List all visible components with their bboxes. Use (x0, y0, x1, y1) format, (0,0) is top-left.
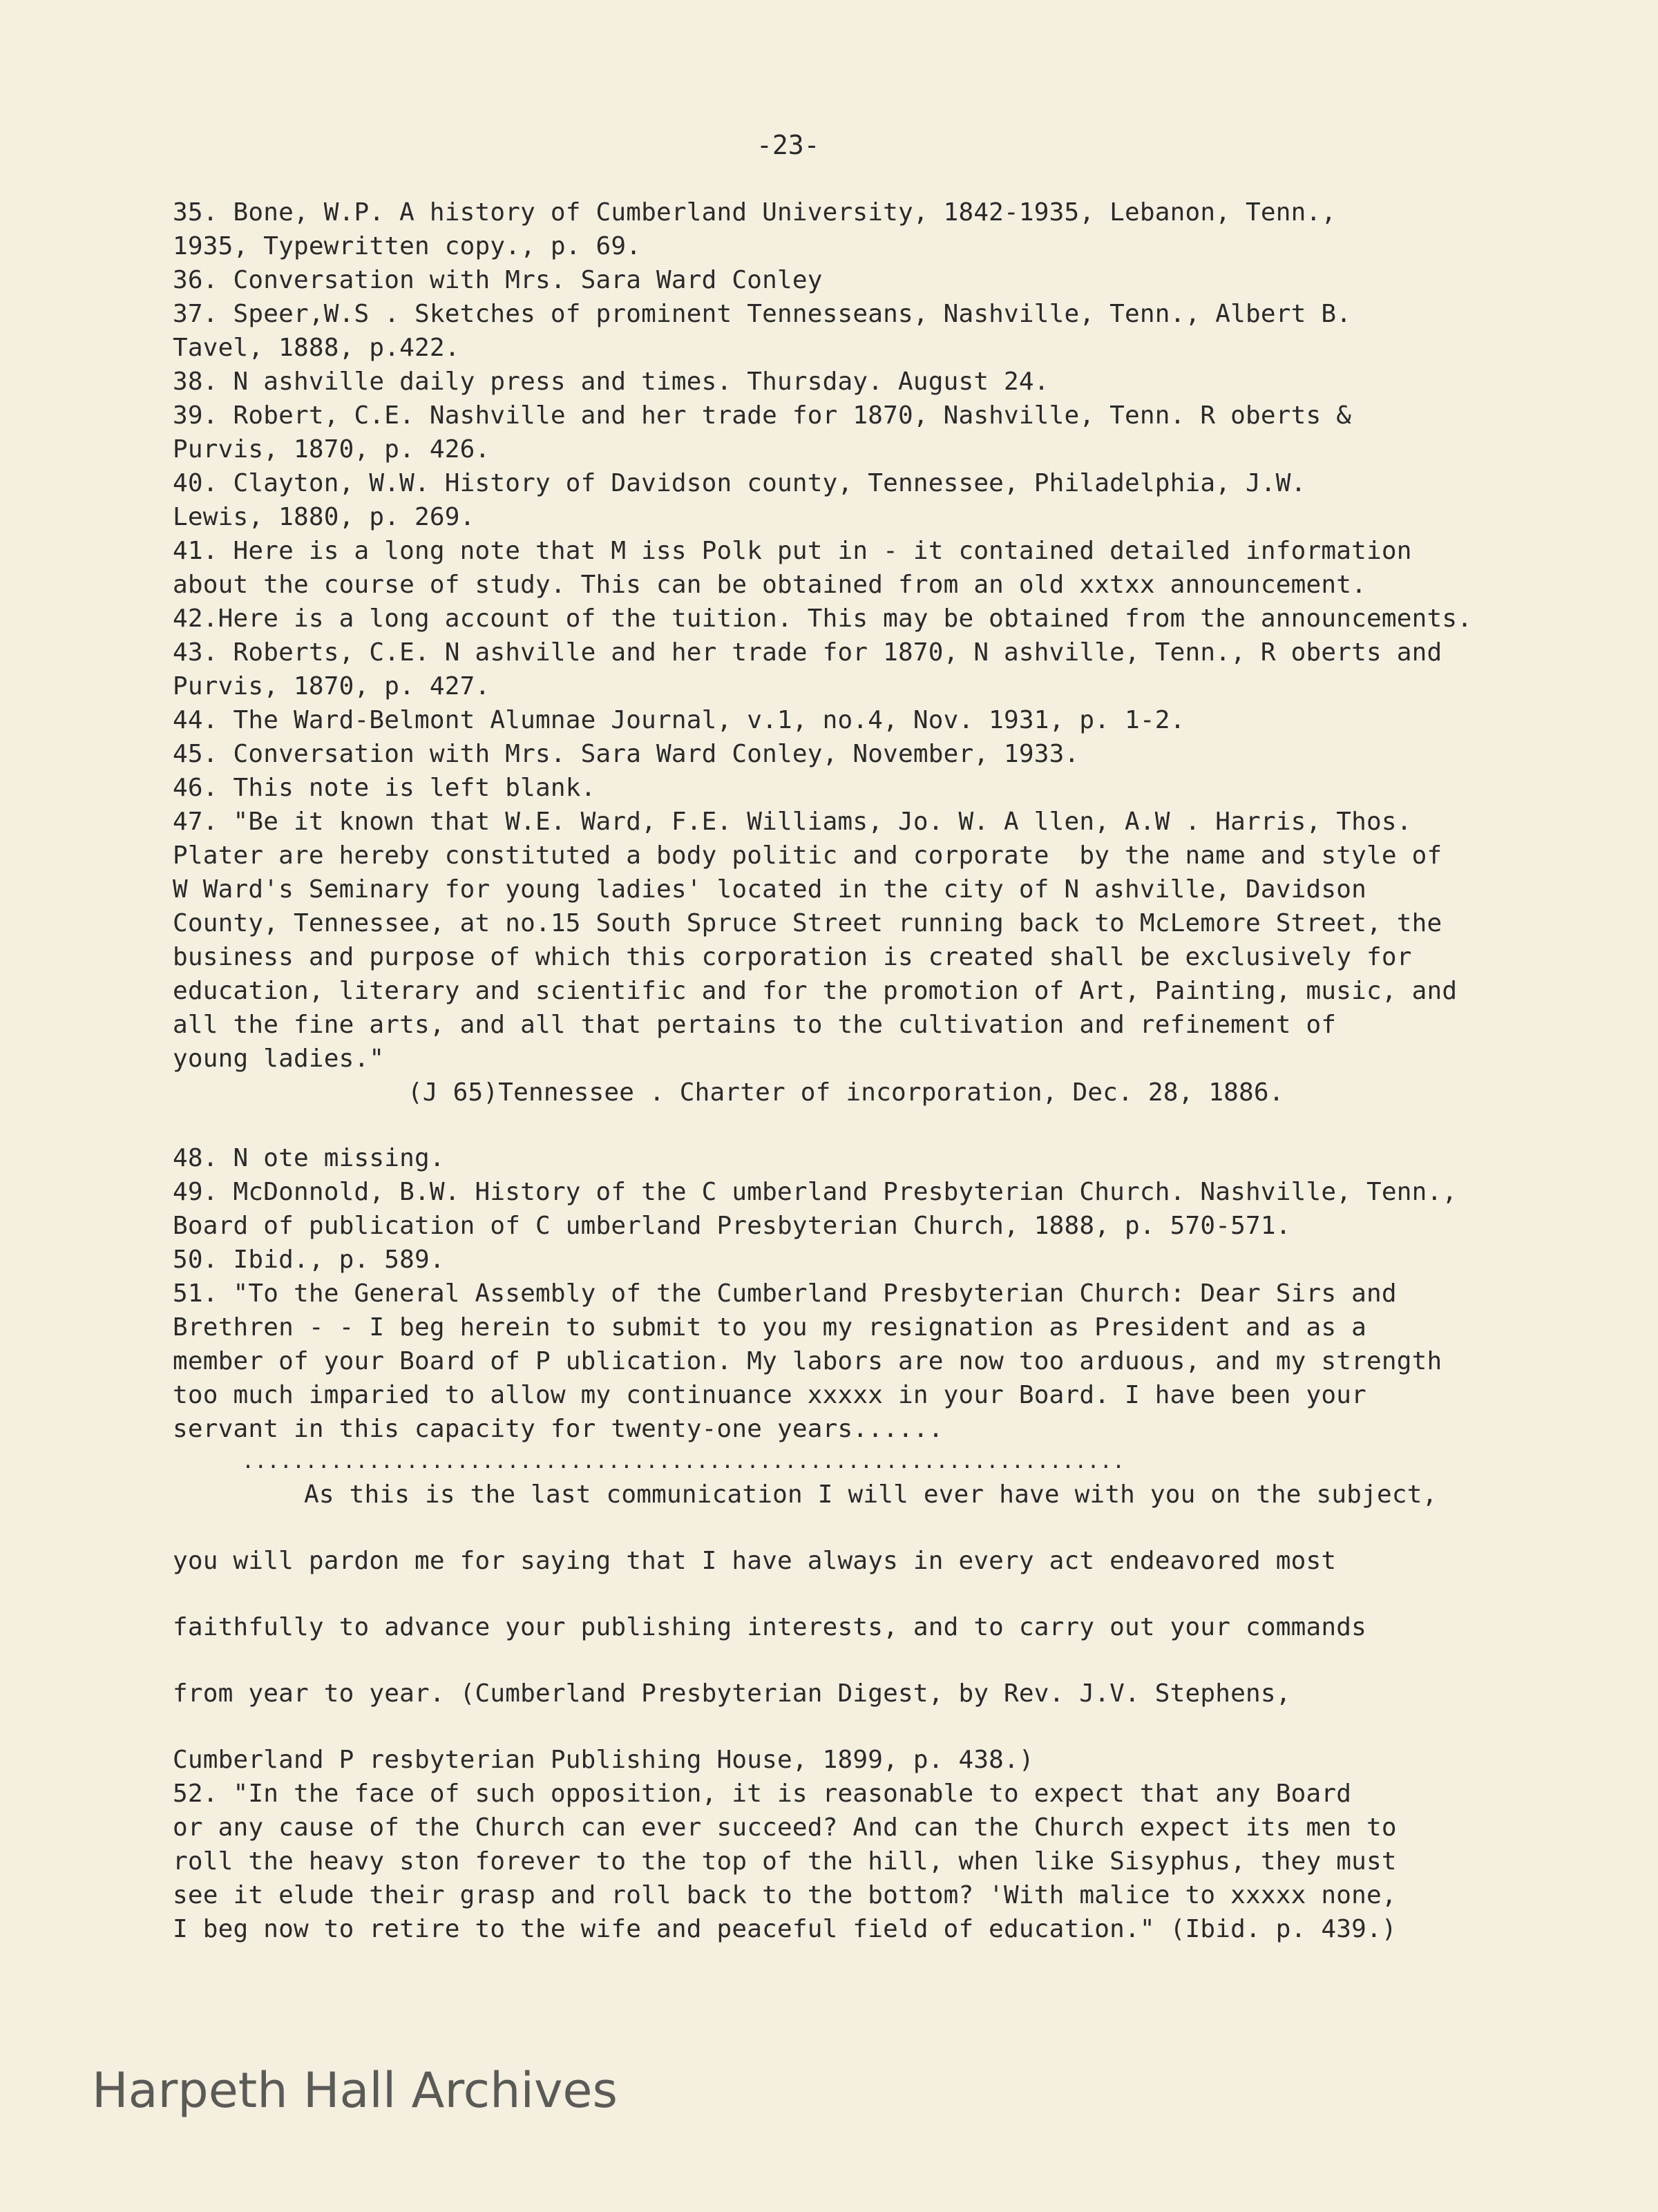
text-line: 46. This note is left blank. (173, 774, 596, 802)
text-line: or any cause of the Church can ever succeed? And can the Church expect its men to (173, 1813, 1397, 1842)
text-line: 1935, Typewritten copy., p. 69. (173, 232, 642, 260)
charter-citation: (J 65)Tennessee . Charter of incorporation, Dec. 28, 1886. (408, 1078, 1284, 1107)
text-line: 36. Conversation with Mrs. Sara Ward Conley (173, 266, 823, 294)
page-number: -23- (756, 130, 820, 160)
text-line: Plater are hereby constituted a body politic and corporate by the name and style of (173, 841, 1442, 870)
text-line: 42.Here is a long account of the tuition. This may be obtained from the announcements. (173, 604, 1473, 633)
text-line: young ladies." (173, 1045, 385, 1073)
text-line: too much imparied to allow my continuance xxxxx in your Board. I have been your (173, 1381, 1367, 1409)
text-line: 38. N ashville daily press and times. Thursday. August 24. (173, 368, 1049, 396)
text-line: about the course of study. This can be obtained from an old xxtxx announcement. (173, 571, 1367, 599)
text-line: County, Tennessee, at no.15 South Spruce Street running back to McLemore Street, the (173, 909, 1442, 937)
text-line: Board of publication of C umberland Presbyterian Church, 1888, p. 570-571. (173, 1212, 1291, 1240)
text-line: 44. The Ward-Belmont Alumnae Journal, v.1, no.4, Nov. 1931, p. 1-2. (173, 706, 1185, 734)
text-line: I beg now to retire to the wife and peaceful field of education." (Ibid. p. 439.) (173, 1915, 1397, 1943)
archive-watermark: Harpeth Hall Archives (92, 2062, 618, 2119)
text-line: 41. Here is a long note that M iss Polk put in - it contained detailed information (173, 537, 1412, 565)
text-line: 51. "To the General Assembly of the Cumberland Presbyterian Church: Dear Sirs and (173, 1279, 1397, 1308)
text-line: 52. "In the face of such opposition, it is reasonable to expect that any Board (173, 1780, 1352, 1808)
text-line: Lewis, 1880, p. 269. (173, 503, 475, 531)
text-line: 49. McDonnold, B.W. History of the C umberland Presbyterian Church. Nashville, Tenn., (173, 1178, 1458, 1206)
quote-line: As this is the last communication I will ever have with you on the subject, (304, 1480, 1438, 1509)
quote-line: faithfully to advance your publishing interests, and to carry out your commands (173, 1613, 1367, 1641)
text-line: 39. Robert, C.E. Nashville and her trade for 1870, Nashville, Tenn. R oberts & (173, 401, 1352, 430)
ellipsis-divider: ...................................................................... (242, 1449, 1125, 1474)
text-line: 40. Clayton, W.W. History of Davidson county, Tennessee, Philadelphia, J.W. (173, 469, 1306, 497)
text-line: 35. Bone, W.P. A history of Cumberland University, 1842-1935, Lebanon, Tenn., (173, 198, 1337, 227)
text-line: W Ward's Seminary for young ladies' located in the city of N ashville, Davidson (173, 875, 1367, 904)
text-line: roll the heavy ston forever to the top of the hill, when like Sisyphus, they must (173, 1847, 1397, 1876)
text-line: 37. Speer,W.S . Sketches of prominent Tennesseans, Nashville, Tenn., Albert B. (173, 300, 1352, 328)
text-line: Cumberland P resbyterian Publishing House, 1899, p. 438.) (173, 1746, 1034, 1774)
text-line: Purvis, 1870, p. 427. (173, 672, 490, 700)
text-line: 45. Conversation with Mrs. Sara Ward Conley, November, 1933. (173, 740, 1080, 768)
text-line: education, literary and scientific and for the promotion of Art, Painting, music, and (173, 977, 1458, 1005)
text-line: Tavel, 1888, p.422. (173, 334, 460, 362)
quote-line: you will pardon me for saying that I have always in every act endeavored most (173, 1547, 1337, 1575)
text-line: 43. Roberts, C.E. N ashville and her trade for 1870, N ashville, Tenn., R oberts and (173, 638, 1442, 667)
text-line: Purvis, 1870, p. 426. (173, 435, 490, 464)
text-line: Brethren - - I beg herein to submit to you my resignation as President and as a (173, 1313, 1367, 1342)
text-line: 50. Ibid., p. 589. (173, 1246, 445, 1274)
text-line: servant in this capacity for twenty-one years...... (173, 1415, 944, 1443)
text-line: 48. N ote missing. (173, 1144, 445, 1172)
text-line: 47. "Be it known that W.E. Ward, F.E. Williams, Jo. W. A llen, A.W . Harris, Thos. (173, 808, 1412, 836)
text-line: all the fine arts, and all that pertains to the cultivation and refinement of (173, 1011, 1337, 1039)
text-line: see it elude their grasp and roll back to the bottom? 'With malice to xxxxx none, (173, 1881, 1397, 1909)
text-line: business and purpose of which this corporation is created shall be exclusively for (173, 943, 1412, 971)
text-line: member of your Board of P ublication. My labors are now too arduous, and my strength (173, 1347, 1442, 1375)
quote-line: from year to year. (Cumberland Presbyterian Digest, by Rev. J.V. Stephens, (173, 1679, 1291, 1708)
